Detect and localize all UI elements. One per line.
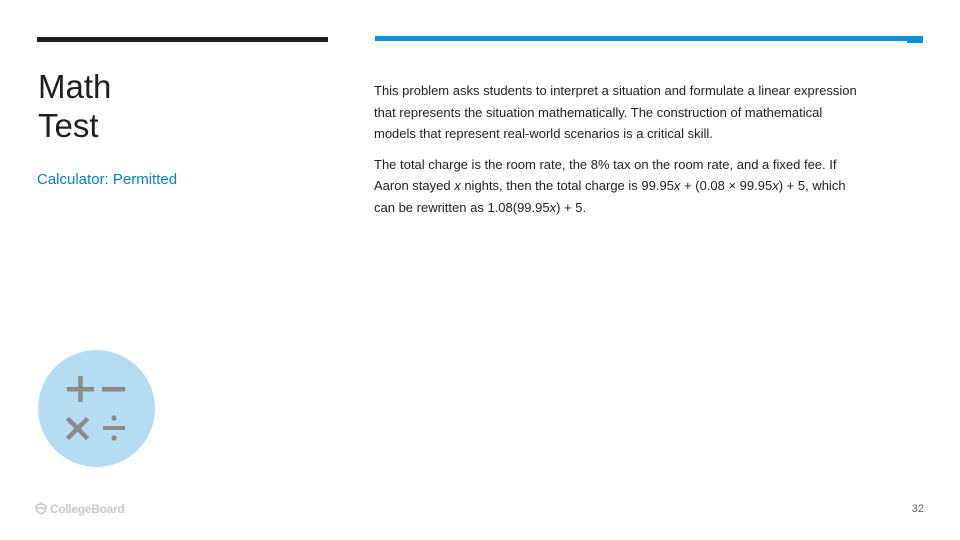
plus-icon-vertical bbox=[78, 376, 83, 402]
variable-x: x bbox=[772, 178, 779, 194]
paragraph-2-text: ) + 5, which can be rewritten as 1.08(99.95 bbox=[374, 178, 846, 215]
paragraph-2-text: nights, then the total charge is 99.95 bbox=[460, 178, 674, 194]
variable-x: x bbox=[549, 199, 557, 215]
variable-x: x bbox=[454, 178, 461, 194]
explanation-paragraph-2 bbox=[374, 154, 864, 219]
math-operations-icon bbox=[38, 350, 155, 467]
college-board-logo bbox=[34, 499, 124, 519]
left-header-rule bbox=[37, 37, 328, 42]
variable-x: x bbox=[673, 178, 681, 194]
explanation-text bbox=[374, 80, 864, 228]
calculator-label: Calculator: Permitted bbox=[37, 171, 178, 188]
slide-title: Math Test bbox=[38, 68, 112, 144]
divide-icon-bar bbox=[103, 426, 125, 430]
math-operations-icon-graphic bbox=[38, 350, 155, 467]
explanation-paragraph-1: This problem asks students to interpret a situation and formulate a linear expression that represents the situation mathematically. The construction of mathematical models that represent real-world scenarios is a critical skill. bbox=[374, 83, 857, 142]
paragraph-2-text: The total charge is the room rate, the 8% tax on the room rate, and a fixed fee. If Aaron stayed bbox=[374, 156, 837, 194]
paragraph-2-text: ) + 5. bbox=[556, 199, 587, 215]
page-number: 32 bbox=[911, 503, 924, 515]
logo-text: CollegeBoard bbox=[50, 502, 125, 516]
divide-icon-dot-bottom bbox=[111, 435, 116, 440]
paragraph-2-text: + (0.08 × 99.95 bbox=[680, 178, 773, 194]
divide-icon-dot-top bbox=[111, 415, 116, 420]
acorn-icon bbox=[34, 501, 48, 517]
minus-icon bbox=[102, 387, 125, 392]
right-header-rule bbox=[375, 36, 923, 41]
right-header-rule-tab bbox=[907, 36, 923, 43]
